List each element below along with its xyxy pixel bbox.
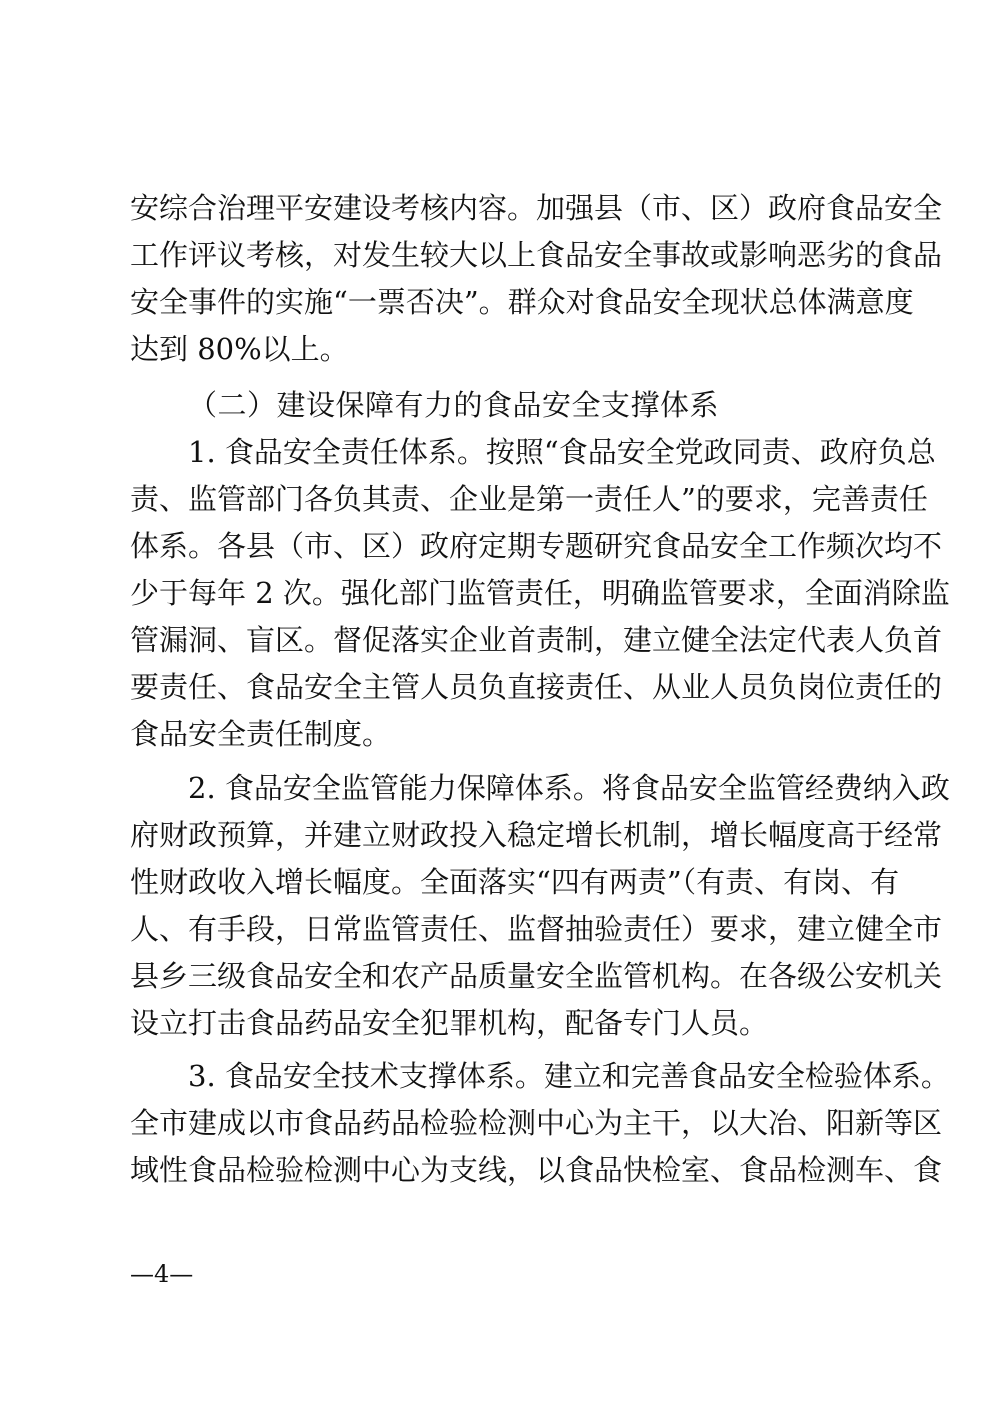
paragraph-1-line-6: 要责任、食品安全主管人员负直接责任、从业人员负岗位责任的	[130, 670, 943, 704]
text-line-3: 安全事件的实施“一票否决”。群众对食品安全现状总体满意度	[130, 285, 914, 319]
paragraph-2-line-4: 人、有手段，日常监管责任、监督抽验责任）要求，建立健全市	[130, 912, 943, 946]
paragraph-2-line-3: 性财政收入增长幅度。全面落实“四有两责”（有责、有岗、有	[130, 865, 900, 899]
paragraph-1-line-1: 1. 食品安全责任体系。按照“食品安全党政同责、政府负总	[188, 435, 936, 469]
paragraph-2-line-5: 县乡三级食品安全和农产品质量安全监管机构。在各级公安机关	[130, 959, 943, 993]
text-line-2: 工作评议考核，对发生较大以上食品安全事故或影响恶劣的食品	[130, 238, 943, 272]
paragraph-2-line-1: 2. 食品安全监管能力保障体系。将食品安全监管经费纳入政	[188, 771, 950, 805]
paragraph-1-line-3: 体系。各县（市、区）政府定期专题研究食品安全工作频次均不	[130, 529, 943, 563]
paragraph-2-line-6: 设立打击食品药品安全犯罪机构，配备专门人员。	[130, 1006, 769, 1040]
paragraph-1-line-5: 管漏洞、盲区。督促落实企业首责制，建立健全法定代表人负首	[130, 623, 943, 657]
section-heading: （二）建设保障有力的食品安全支撑体系	[188, 388, 720, 422]
paragraph-3-line-1: 3. 食品安全技术支撑体系。建立和完善食品安全检验体系。	[188, 1059, 950, 1093]
paragraph-1-line-7: 食品安全责任制度。	[130, 717, 392, 751]
paragraph-3-line-2: 全市建成以市食品药品检验检测中心为主干，以大冶、阳新等区	[130, 1106, 943, 1140]
text-line-4: 达到 80%以上。	[130, 332, 349, 366]
page-number: —4—	[130, 1260, 194, 1288]
paragraph-2-line-2: 府财政预算，并建立财政投入稳定增长机制，增长幅度高于经常	[130, 818, 943, 852]
paragraph-1-line-2: 责、监管部门各负其责、企业是第一责任人”的要求，完善责任	[130, 482, 928, 516]
paragraph-1-line-4: 少于每年 2 次。强化部门监管责任，明确监管要求，全面消除监	[130, 576, 950, 610]
text-line-1: 安综合治理平安建设考核内容。加强县（市、区）政府食品安全	[130, 191, 943, 225]
paragraph-3-line-3: 域性食品检验检测中心为支线，以食品快检室、食品检测车、食	[130, 1153, 943, 1187]
